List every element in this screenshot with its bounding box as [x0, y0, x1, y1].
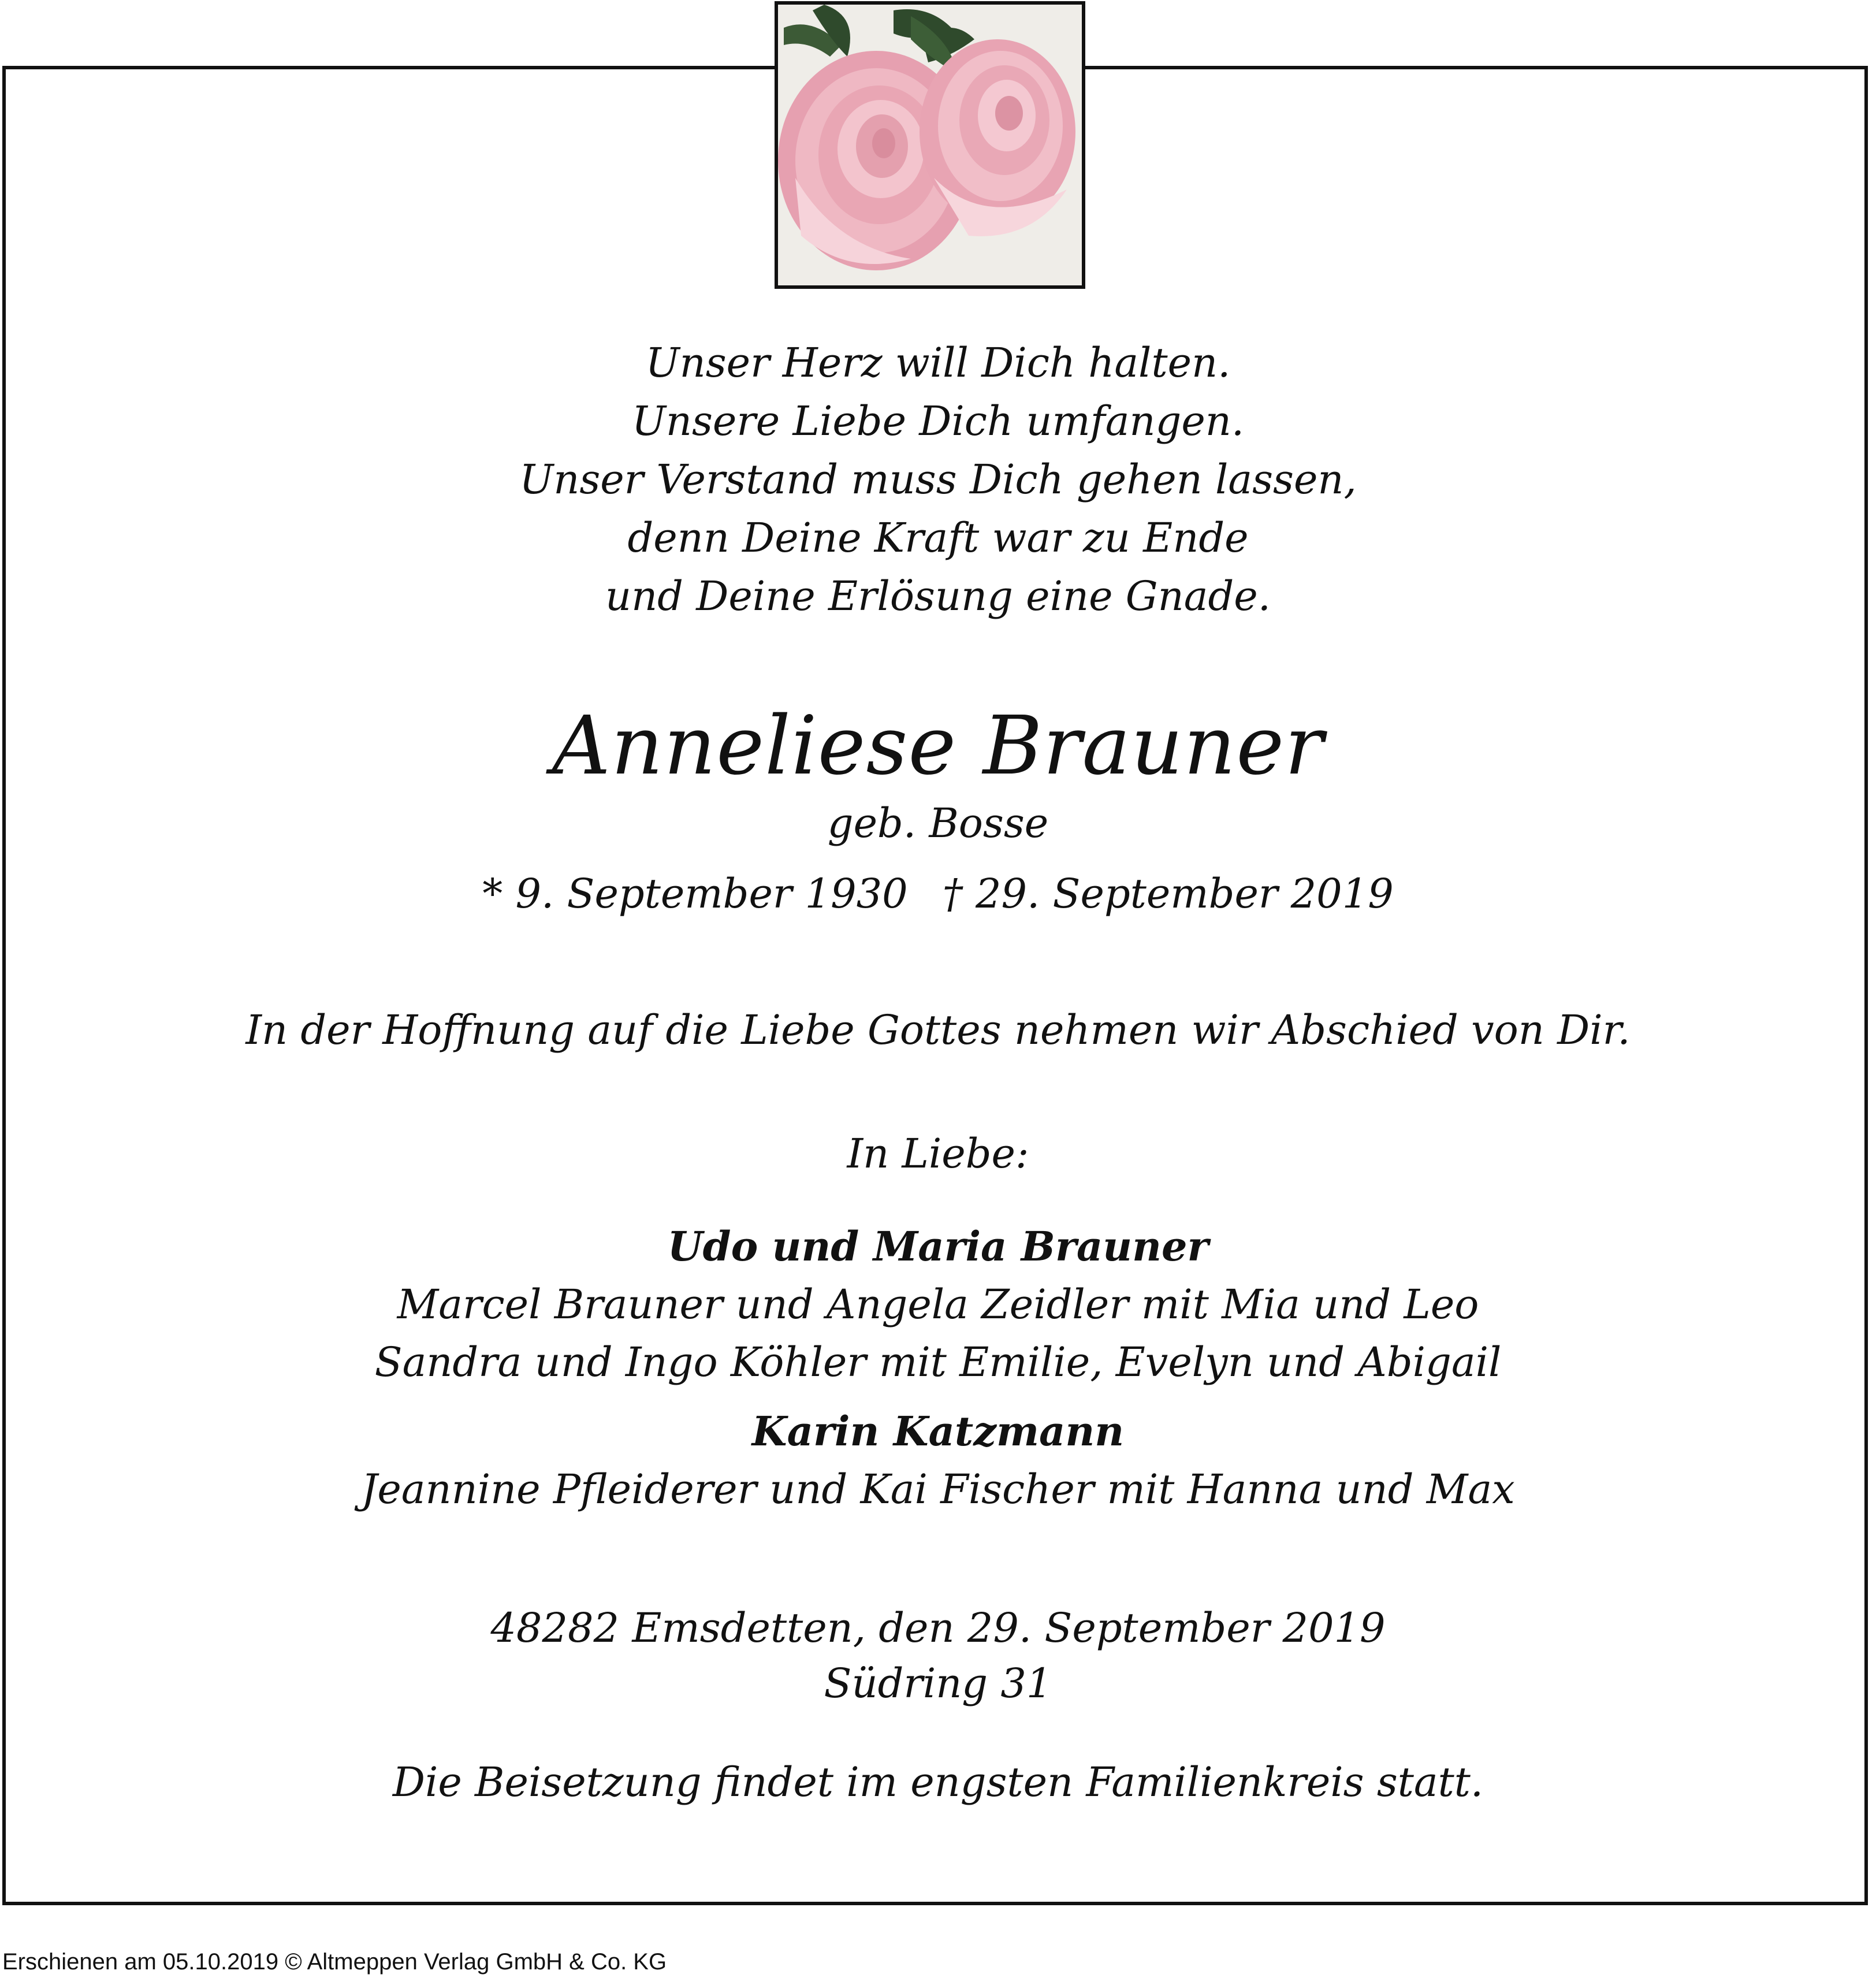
- in-love-label: In Liebe:: [847, 1130, 1029, 1177]
- born-name: geb. Bosse: [827, 800, 1049, 847]
- deceased-name: Anneliese Brauner: [552, 699, 1324, 793]
- street-address: Südring 31: [824, 1660, 1052, 1707]
- poem-line: und Deine Erlösung eine Gnade.: [605, 572, 1271, 620]
- family-head: Udo und Maria Brauner: [667, 1222, 1209, 1270]
- family-member: Marcel Brauner und Angela Zeidler mit Mia und Leo: [397, 1281, 1479, 1328]
- poem: [0, 334, 1876, 626]
- city-date: 48282 Emsdetten, den 29. September 2019: [490, 1604, 1386, 1652]
- roses-photo: [775, 1, 1085, 289]
- poem-line: Unser Verstand muss Dich gehen lassen,: [519, 456, 1357, 503]
- burial-note: Die Beisetzung findet im engsten Familienkreis statt.: [392, 1758, 1484, 1806]
- family-member: Jeannine Pfleiderer und Kai Fischer mit Hanna und Max: [361, 1466, 1515, 1513]
- poem-line: denn Deine Kraft war zu Ende: [627, 514, 1249, 562]
- life-dates: [0, 868, 1876, 920]
- hope-line: In der Hoffnung auf die Liebe Gottes nehmen wir Abschied von Dir.: [245, 1006, 1631, 1054]
- place-and-date: [0, 1600, 1876, 1711]
- death-date: † 29. September 2019: [942, 870, 1394, 917]
- family-member: Sandra und Ingo Köhler mit Emilie, Evelyn und Abigail: [374, 1339, 1502, 1386]
- pink-roses-icon: [778, 5, 1082, 285]
- poem-line: Unsere Liebe Dich umfangen.: [631, 397, 1245, 445]
- poem-line: Unser Herz will Dich halten.: [645, 339, 1231, 386]
- birth-date: * 9. September 1930: [482, 870, 908, 917]
- family-list: [0, 1218, 1876, 1518]
- publication-footer: Erschienen am 05.10.2019 © Altmeppen Verlag GmbH & Co. KG: [2, 1949, 667, 1975]
- family-head: Karin Katzmann: [751, 1407, 1125, 1455]
